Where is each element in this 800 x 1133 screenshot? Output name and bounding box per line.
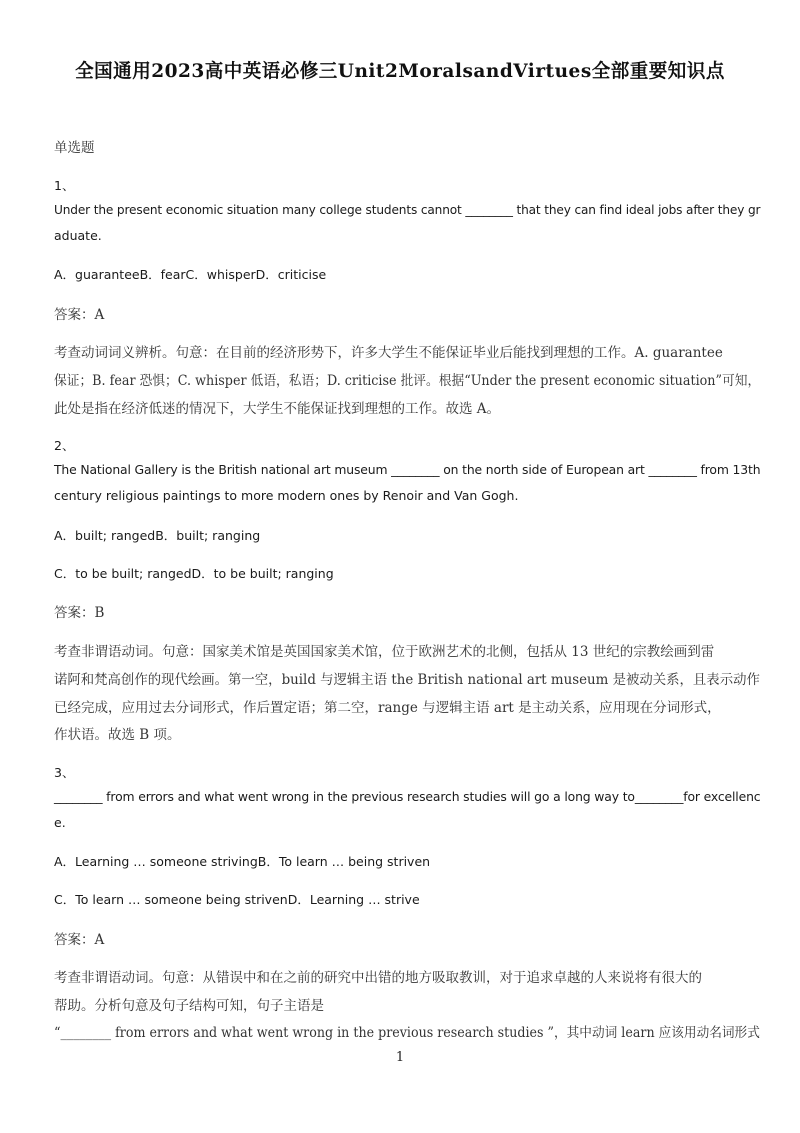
question-3-stem-line-2: e. [54,815,66,830]
question-3-number: 3、 [54,765,75,780]
question-2-options-row-2: C．to be built; rangedD．to be built; ranging [54,566,334,581]
section-heading: 单选题 [54,140,95,156]
question-1-answer: 答案：A [54,307,105,323]
question-3-stem-line-1: ________ from errors and what went wrong in the previous research studies will go a long way to________for excellenc [54,789,761,804]
question-3-explanation-line-3: “________ from errors and what went wrong in the previous research studies ”，其中动词 learn 应该用动名词形式 [54,1025,760,1041]
question-2-explanation-line-3: 已经完成，应用过去分词形式，作后置定语；第二空，range 与逻辑主语 art 是主动关系，应用现在分词形式， [54,700,721,716]
question-1-options: A．guaranteeB．fearC．whisperD．criticise [54,267,327,282]
question-3-explanation-line-2: 帮助。分析句意及句子结构可知，句子主语是 [54,998,324,1014]
question-3-options-row-2: C．To learn … someone being strivenD．Learning … strive [54,892,420,907]
page-number: 1 [395,1050,405,1065]
question-1-explanation-line-1: 考查动词词义辨析。句意：在目前的经济形势下，许多大学生不能保证毕业后能找到理想的工作。A. guarantee [54,345,723,361]
question-2-explanation-line-1: 考查非谓语动词。句意：国家美术馆是英国国家美术馆，位于欧洲艺术的北侧，包括从 13 世纪的宗教绘画到雷 [54,644,715,660]
question-2-stem-line-1: The National Gallery is the British national art museum ________ on the north side of European art ________ from 13th [54,462,761,477]
question-2-number: 2、 [54,438,75,453]
question-3-explanation-line-1: 考查非谓语动词。句意：从错误中和在之前的研究中出错的地方吸取教训，对于追求卓越的人来说将有很大的 [54,970,702,986]
question-2-explanation-line-4: 作状语。故选 B 项。 [54,727,181,743]
question-1-explanation-line-3: 此处是指在经济低迷的情况下，大学生不能保证找到理想的工作。故选 A。 [54,401,501,417]
question-2-stem-line-2: century religious paintings to more modern ones by Renoir and Van Gogh. [54,488,519,503]
question-1-stem-line-1: Under the present economic situation many college students cannot ________ that they can find ideal jobs after they gr [54,202,761,217]
document-title: 全国通用2023高中英语必修三Unit2MoralsandVirtues全部重要知识点 [75,60,725,82]
question-2-options-row-1: A．built; rangedB．built; ranging [54,528,261,543]
question-2-explanation-line-2: 诺阿和梵高创作的现代绘画。第一空，build 与逻辑主语 the British national art museum 是被动关系，且表示动作 [54,672,760,688]
question-1-number: 1、 [54,178,75,193]
question-2-answer: 答案：B [54,605,105,621]
question-3-answer: 答案：A [54,932,105,948]
question-1-explanation-line-2: 保证；B. fear 恐惧；C. whisper 低语，私语；D. criticise 批评。根据“Under the present economic situation”可知， [54,373,761,389]
question-1-stem-line-2: aduate. [54,228,102,243]
question-3-options-row-1: A．Learning … someone strivingB．To learn … being striven [54,854,431,869]
